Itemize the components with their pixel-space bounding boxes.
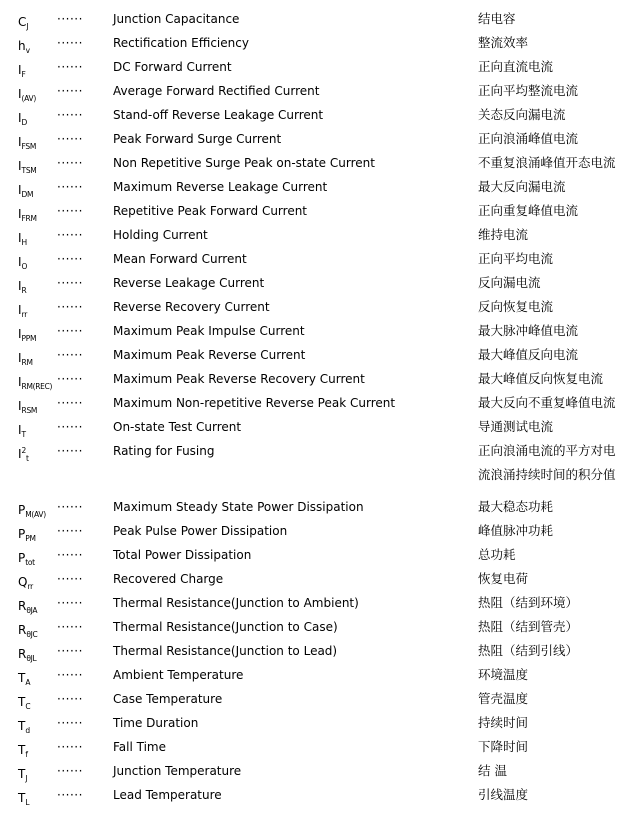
english-term: Thermal Resistance(Junction to Lead) xyxy=(113,644,338,658)
table-row xyxy=(18,367,637,391)
chinese-term: 反向漏电流 xyxy=(478,275,541,290)
symbol-base: I xyxy=(18,111,22,125)
symbol-sub: θJL xyxy=(26,654,37,663)
english-term: On-state Test Current xyxy=(113,420,242,434)
dots-separator: ······ xyxy=(57,524,83,538)
dots-separator: ······ xyxy=(57,500,83,514)
symbol-base: T xyxy=(18,695,26,709)
chinese-term: 正向重复峰值电流 xyxy=(478,203,579,218)
english-term: Total Power Dissipation xyxy=(113,548,252,562)
dots-separator: ······ xyxy=(57,764,83,778)
symbol-base: I xyxy=(18,135,22,149)
symbol-base: I xyxy=(18,63,22,77)
table-row xyxy=(18,615,637,639)
chinese-term: 管壳温度 xyxy=(478,691,529,706)
symbol-sub: PM xyxy=(25,534,36,543)
symbol-sub: FSM xyxy=(21,142,37,151)
symbol-sub: rr xyxy=(21,310,27,319)
symbol-cell xyxy=(18,463,57,487)
dots-separator: ······ xyxy=(57,620,83,634)
table-row xyxy=(18,711,637,735)
chinese-term: 最大峰值反向电流 xyxy=(478,347,579,362)
glossary-table xyxy=(18,7,637,807)
table-row xyxy=(18,7,637,31)
symbol-sub: A xyxy=(25,678,31,687)
english-term: Non Repetitive Surge Peak on-state Current xyxy=(113,156,375,170)
dots-separator: ······ xyxy=(57,252,83,266)
symbol-base: h xyxy=(18,39,26,53)
english-term: Repetitive Peak Forward Current xyxy=(113,204,308,218)
chinese-term: 持续时间 xyxy=(478,715,529,730)
chinese-term: 最大反向不重复峰值电流 xyxy=(478,395,616,410)
table-row xyxy=(18,567,637,591)
symbol-base: I xyxy=(18,447,22,461)
dots-separator: ······ xyxy=(57,572,83,586)
chinese-term: 热阻（结到引线） xyxy=(478,643,579,658)
symbol-sub: H xyxy=(21,238,27,247)
table-row xyxy=(18,663,637,687)
symbol-sub: θJA xyxy=(26,606,38,615)
dots-separator: ······ xyxy=(57,36,83,50)
english-term: Reverse Recovery Current xyxy=(113,300,270,314)
symbol-base: Q xyxy=(18,575,28,589)
chinese-term: 结 温 xyxy=(478,763,507,778)
chinese-term: 正向浪涌电流的平方对电 xyxy=(478,443,616,458)
dots-separator: ······ xyxy=(57,348,83,362)
dots-separator xyxy=(57,463,113,487)
symbol-base: R xyxy=(18,647,27,661)
table-row xyxy=(18,415,637,439)
english-term: Peak Forward Surge Current xyxy=(113,132,282,146)
chinese-term: 总功耗 xyxy=(478,547,516,562)
symbol-base: I xyxy=(18,207,22,221)
dots-separator: ······ xyxy=(57,228,83,242)
dots-separator: ······ xyxy=(57,372,83,386)
symbol-sub: F xyxy=(21,70,26,79)
symbol-sub: f xyxy=(25,750,28,759)
table-row xyxy=(18,735,637,759)
symbol-base: I xyxy=(18,399,22,413)
symbol-base: I xyxy=(18,183,22,197)
dots-separator: ······ xyxy=(57,420,83,434)
english-term: Holding Current xyxy=(113,228,208,242)
english-term: Recovered Charge xyxy=(113,572,224,586)
symbol-sub: R xyxy=(21,286,27,295)
dots-separator: ······ xyxy=(57,84,83,98)
table-row xyxy=(18,783,637,807)
english-term: Stand-off Reverse Leakage Current xyxy=(113,108,324,122)
symbol-sub: T xyxy=(21,430,26,439)
symbol-base: T xyxy=(18,671,26,685)
english-term: DC Forward Current xyxy=(113,60,232,74)
table-row xyxy=(18,31,637,55)
symbol-sub: RSM xyxy=(21,406,38,415)
chinese-term: 引线温度 xyxy=(478,787,529,802)
symbol-sub: D xyxy=(21,118,28,127)
symbol-sub: O xyxy=(21,262,28,271)
english-term: Average Forward Rectified Current xyxy=(113,84,320,98)
symbol-base: I xyxy=(18,87,22,101)
dots-separator: ······ xyxy=(57,788,83,802)
symbol-sub: RM xyxy=(21,358,33,367)
table-row xyxy=(18,343,637,367)
symbol-sub: (AV) xyxy=(21,94,36,103)
english-term: Junction Capacitance xyxy=(113,12,240,26)
chinese-term: 不重复浪涌峰值开态电流 xyxy=(478,155,616,170)
english-term: Thermal Resistance(Junction to Case) xyxy=(113,620,338,634)
symbol-base: T xyxy=(18,767,26,781)
chinese-term: 维持电流 xyxy=(478,227,529,242)
english-term: Ambient Temperature xyxy=(113,668,244,682)
dots-separator: ······ xyxy=(57,644,83,658)
chinese-term: 最大脉冲峰值电流 xyxy=(478,323,579,338)
english-term: Rectification Efficiency xyxy=(113,36,249,50)
dots-separator: ······ xyxy=(57,108,83,122)
symbol-sub: FRM xyxy=(21,214,37,223)
english-term: Maximum Peak Reverse Recovery Current xyxy=(113,372,365,386)
chinese-term: 热阻（结到环境） xyxy=(478,595,579,610)
table-row xyxy=(18,687,637,711)
chinese-term: 反向恢复电流 xyxy=(478,299,554,314)
table-row xyxy=(18,439,637,463)
chinese-term: 流浪涌持续时间的积分值 xyxy=(478,467,616,482)
dots-separator: ······ xyxy=(57,300,83,314)
symbol-base: T xyxy=(18,791,26,805)
table-row xyxy=(18,639,637,663)
table-row xyxy=(18,519,637,543)
english-term: Maximum Reverse Leakage Current xyxy=(113,180,328,194)
table-row xyxy=(18,591,637,615)
symbol-sub: PPM xyxy=(21,334,37,343)
table-row xyxy=(18,175,637,199)
symbol-sub: L xyxy=(25,798,30,807)
english-term: Maximum Non-repetitive Reverse Peak Current xyxy=(113,396,396,410)
symbol-base: P xyxy=(18,503,26,517)
dots-separator: ······ xyxy=(57,12,83,26)
symbol-base: I xyxy=(18,375,22,389)
chinese-term: 恢复电荷 xyxy=(478,571,529,586)
chinese-term: 最大反向漏电流 xyxy=(478,179,566,194)
symbol-base: I xyxy=(18,231,22,245)
symbol-sub: DM xyxy=(21,190,34,199)
english-term: Lead Temperature xyxy=(113,788,222,802)
symbol-base: C xyxy=(18,15,27,29)
english-term: Mean Forward Current xyxy=(113,252,247,266)
symbol-sub: t xyxy=(26,454,29,463)
english-term: Maximum Peak Impulse Current xyxy=(113,324,305,338)
symbol-base: R xyxy=(18,599,27,613)
english-term: Fall Time xyxy=(113,740,167,754)
symbol-base: I xyxy=(18,159,22,173)
chinese-term: 导通测试电流 xyxy=(478,419,554,434)
symbol-base: I xyxy=(18,279,22,293)
dots-separator: ······ xyxy=(57,60,83,74)
table-row xyxy=(18,103,637,127)
symbol-cell xyxy=(18,783,57,815)
table-row xyxy=(18,151,637,175)
english-term: Time Duration xyxy=(113,716,199,730)
chinese-term: 正向平均整流电流 xyxy=(478,83,579,98)
chinese-term: 峰值脉冲功耗 xyxy=(478,523,554,538)
chinese-term: 正向直流电流 xyxy=(478,59,554,74)
chinese-term: 下降时间 xyxy=(478,739,529,754)
dots-separator: ······ xyxy=(57,444,83,458)
symbol-sub: v xyxy=(25,46,30,55)
chinese-term: 关态反向漏电流 xyxy=(478,107,566,122)
chinese-term: 正向平均电流 xyxy=(478,251,554,266)
chinese-term: 整流效率 xyxy=(478,35,529,50)
table-row xyxy=(18,319,637,343)
symbol-base: I xyxy=(18,351,22,365)
symbol-sub: J xyxy=(25,774,28,783)
chinese-term: 最大峰值反向恢复电流 xyxy=(478,371,604,386)
table-row xyxy=(18,391,637,415)
table-row xyxy=(18,199,637,223)
symbol-sub: TSM xyxy=(21,166,37,175)
dots-separator: ······ xyxy=(57,324,83,338)
dots-separator: ······ xyxy=(57,716,83,730)
table-row xyxy=(18,247,637,271)
symbol-sub: RM(REC) xyxy=(21,382,53,391)
symbol-sub: tot xyxy=(25,558,35,567)
symbol-sub: C xyxy=(25,702,31,711)
chinese-term: 环境温度 xyxy=(478,667,529,682)
dots-separator: ······ xyxy=(57,180,83,194)
table-row xyxy=(18,759,637,783)
symbol-sub: θJC xyxy=(26,630,38,639)
symbol-base: R xyxy=(18,623,27,637)
symbol-base: I xyxy=(18,327,22,341)
dots-separator: ······ xyxy=(57,740,83,754)
table-row xyxy=(18,463,637,487)
chinese-term: 正向浪涌峰值电流 xyxy=(478,131,579,146)
symbol-sub: M(AV) xyxy=(25,510,46,519)
dots-separator: ······ xyxy=(57,596,83,610)
dots-separator: ······ xyxy=(57,132,83,146)
chinese-term: 热阻（结到管壳） xyxy=(478,619,579,634)
table-row xyxy=(18,55,637,79)
symbol-base: P xyxy=(18,527,26,541)
table-row xyxy=(18,495,637,519)
english-term: Thermal Resistance(Junction to Ambient) xyxy=(113,596,359,610)
dots-separator: ······ xyxy=(57,204,83,218)
dots-separator: ······ xyxy=(57,156,83,170)
symbol-sub: rr xyxy=(27,582,33,591)
table-row xyxy=(18,127,637,151)
table-row xyxy=(18,543,637,567)
table-row xyxy=(18,295,637,319)
english-term: Reverse Leakage Current xyxy=(113,276,265,290)
chinese-term: 最大稳态功耗 xyxy=(478,499,554,514)
chinese-term: 结电容 xyxy=(478,11,516,26)
symbol-sup: 2 xyxy=(21,446,27,455)
dots-separator: ······ xyxy=(57,276,83,290)
english-term: Maximum Peak Reverse Current xyxy=(113,348,306,362)
english-term: Peak Pulse Power Dissipation xyxy=(113,524,288,538)
symbol-base: I xyxy=(18,423,22,437)
symbol-base: I xyxy=(18,303,22,317)
table-row xyxy=(18,79,637,103)
symbol-sub: d xyxy=(25,726,30,735)
english-term: Junction Temperature xyxy=(113,764,242,778)
symbol-base: T xyxy=(18,719,26,733)
symbol-sub: J xyxy=(26,22,29,31)
dots-separator: ······ xyxy=(57,692,83,706)
dots-separator: ······ xyxy=(57,548,83,562)
symbol-base: T xyxy=(18,743,26,757)
table-row xyxy=(18,223,637,247)
symbol-base: P xyxy=(18,551,26,565)
table-row xyxy=(18,271,637,295)
english-term: Rating for Fusing xyxy=(113,444,215,458)
dots-separator: ······ xyxy=(57,396,83,410)
dots-separator: ······ xyxy=(57,668,83,682)
symbol-base: I xyxy=(18,255,22,269)
english-term: Case Temperature xyxy=(113,692,223,706)
english-term xyxy=(113,463,478,487)
english-term: Maximum Steady State Power Dissipation xyxy=(113,500,364,514)
